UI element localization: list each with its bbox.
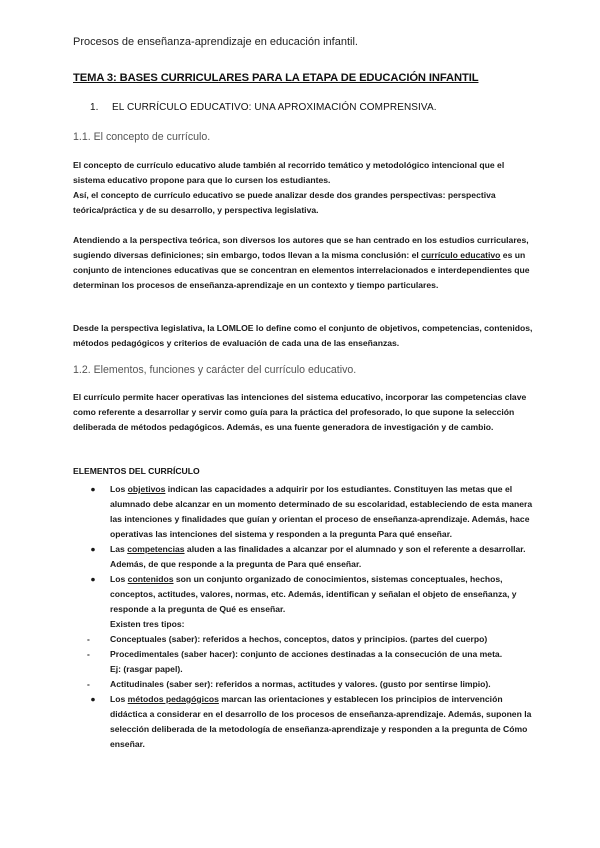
paragraph-text: El currículo permite hacer operativas las intenciones del sistema educativo, incorporar las competencias clave como referente a desarrollar y servir como guía para la práctica del profesorado, lo que supone la selección deliberada de métodos pedagógicos. Además, es una fuente generadora de investigación y de cambio. [73,392,527,432]
paragraph [73,233,533,293]
paragraph-text: Desde la perspectiva legislativa, la LOMLOE lo define como el conjunto de objetivos, competencias, contenidos, métodos pedagógicos y criterios de evaluación de cada una de las enseñanzas. [73,323,533,348]
document-title: TEMA 3: BASES CURRICULARES PARA LA ETAPA DE EDUCACIÓN INFANTIL [73,72,479,84]
sub-list-item: - Conceptuales (saber): referidos a hechos, conceptos, datos y principios. (partes del cuerpo) [73,632,533,647]
paragraph-text: Atendiendo a la perspectiva teórica, son diversos los autores que se han centrado en los estudios curriculares, sugiendo diversas definiciones; sin embargo, todos llevan a la misma conclusión: el [73,235,529,260]
paragraph-text: es un conjunto de intenciones educativas que se concentran en elementos interrelacionados e interdependientes que determinan los procesos de enseñanza-aprendizaje en un contexto y tiempo particulares. [73,250,530,290]
list-item: ● Los objetivos indican las capacidades a adquirir por los estudiantes. Constituyen las metas que el alumnado debe alcanzar en un momento determinado de su escolaridad, estableciendo de esta manera las intenciones y finalidades que guían y orientan el proceso de enseñanza-aprendizaje. Además, hace operativas las intenciones del sistema y responden a la pregunta Para qué enseñar. [73,482,533,542]
underlined-term: objetivos [127,484,166,494]
paragraph-text: Así, el concepto de currículo educativo se puede analizar desde dos grandes perspectivas: perspectiva teórica/práctica y de su desarrollo, y perspectiva legislativa. [73,190,496,215]
dash-icon: - [87,679,90,689]
page-header: Procesos de enseñanza-aprendizaje en educación infantil. [73,36,358,48]
section-number: 1. [90,102,99,113]
sub-list-item: - Actitudinales (saber ser): referidos a normas, actitudes y valores. (gusto por sentirse limpio). [73,677,533,692]
elements-list [73,482,533,752]
elements-heading: ELEMENTOS DEL CURRÍCULO [73,466,200,476]
underlined-term: contenidos [127,574,174,584]
list-item: ● Los contenidos son un conjunto organizado de conocimientos, sistemas conceptuales, hechos, conceptos, actitudes, valores, normas, etc. Además, identifican y señalan el objeto de enseñanza, y responde a la pregunta de Qué es enseñar. [73,572,533,617]
list-note: Existen tres tipos: [110,619,185,629]
underlined-term: currículo educativo [421,250,501,260]
paragraph [73,390,533,435]
section-label: EL CURRÍCULO EDUCATIVO: UNA APROXIMACIÓN COMPRENSIVA. [112,102,437,113]
underlined-term: métodos pedagógicos [127,694,219,704]
bullet-icon: ● [90,544,96,554]
list-item: ● Los métodos pedagógicos marcan las orientaciones y establecen los principios de intervención didáctica a considerar en el desarrollo de los procesos de enseñanza-aprendizaje. Además, suponen la selección deliberada de la metodología de enseñanza-aprendizaje y responden a la pregunta de Cómo enseñar. [73,692,533,752]
subsection-heading: 1.1. El concepto de currículo. [73,131,211,143]
sub-list-item: - Procedimentales (saber hacer): conjunto de acciones destinadas a la consecución de una meta. [73,647,533,662]
dash-icon: - [87,649,90,659]
paragraph [73,158,533,218]
bullet-icon: ● [90,574,96,584]
list-item: ● Las competencias aluden a las finalidades a alcanzar por el alumnado y son el referente a desarrollar. Además, de que responde a la pregunta de Para qué enseñar. [73,542,533,572]
paragraph [73,321,533,351]
bullet-icon: ● [90,694,96,704]
underlined-term: competencias [127,544,185,554]
dash-icon: - [87,634,90,644]
bullet-icon: ● [90,484,96,494]
section-heading [90,102,437,113]
example-note: Ej: (rasgar papel). [110,664,183,674]
paragraph-text: El concepto de currículo educativo alude también al recorrido temático y metodológico intencional que el sistema educativo propone para que lo cursen los estudiantes. [73,160,505,185]
subsection-heading: 1.2. Elementos, funciones y carácter del currículo educativo. [73,364,357,376]
